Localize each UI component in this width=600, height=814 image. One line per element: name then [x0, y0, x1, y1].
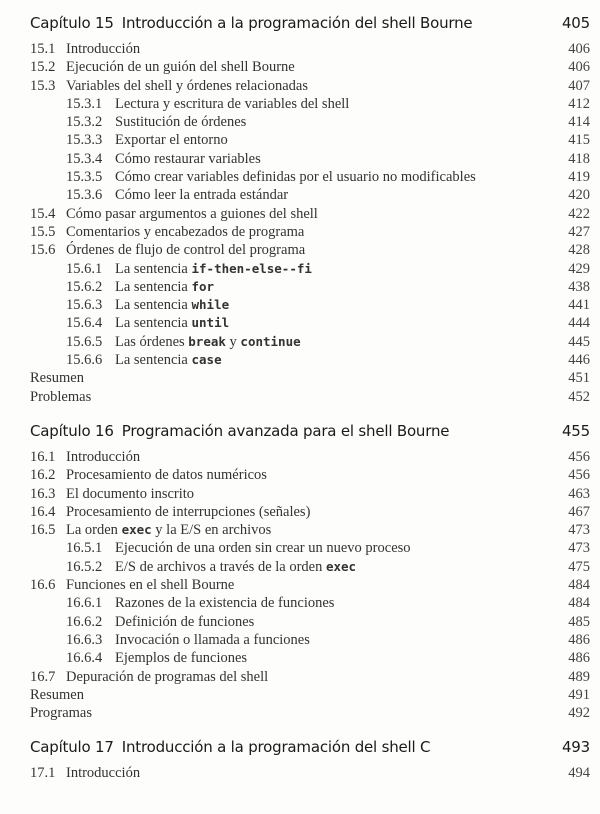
page-number: 418: [568, 150, 590, 167]
page-number: 406: [568, 41, 590, 57]
page-number: 491: [568, 686, 590, 703]
page-number: 486: [568, 650, 590, 667]
section-title: Ejecución de una orden sin crear un nuevo proceso: [115, 540, 411, 557]
entry-text: [30, 186, 288, 204]
section-number: 16.6.2: [66, 613, 103, 630]
code-keyword: break: [188, 333, 226, 349]
section-title: Razones de la existencia de funciones: [115, 595, 335, 612]
section-title: Introducción: [66, 765, 141, 782]
page-number: 412: [568, 95, 590, 112]
page-number: 492: [568, 705, 590, 722]
page-number: 489: [568, 668, 590, 685]
toc-subsection-entry: [30, 260, 590, 278]
entry-text: [30, 448, 140, 466]
page-number: 429: [568, 260, 590, 277]
entry-text: [30, 351, 222, 369]
toc-subsection-entry: [30, 594, 590, 612]
page-number: 407: [568, 77, 590, 94]
toc-subsection-entry: [30, 131, 590, 149]
toc-subsection-entry: [30, 186, 590, 204]
page-number: 422: [568, 205, 590, 222]
toc-end-entry: [30, 369, 590, 387]
toc-section-entry: [30, 764, 590, 782]
page-number: 427: [568, 223, 590, 240]
section-title: Funciones en el shell Bourne: [66, 577, 235, 594]
section-title: Cómo pasar argumentos a guiones del shell: [66, 205, 318, 222]
page-number: 428: [568, 242, 590, 259]
section-number: 15.6.4: [66, 315, 103, 332]
section-title: Resumen: [30, 370, 84, 387]
entry-text: [30, 594, 334, 612]
page-number: 414: [568, 114, 590, 131]
section-number: 16.5.1: [66, 540, 103, 557]
section-title: Cómo restaurar variables: [115, 150, 261, 167]
section-number: 15.3.2: [66, 114, 103, 131]
section-title: Problemas: [30, 388, 92, 405]
section-number: 15.3.6: [66, 187, 103, 204]
code-keyword: for: [191, 278, 215, 294]
code-keyword: exec: [325, 558, 357, 574]
chapter-page-number: 455: [561, 421, 590, 440]
chapter-heading-text: [30, 736, 430, 758]
chapter-block: [30, 12, 590, 406]
entry-text: [30, 686, 84, 704]
section-number: 15.6.5: [66, 333, 103, 350]
section-number: 15.1: [30, 41, 56, 57]
page-number: 463: [568, 485, 590, 502]
section-title: La sentencia: [115, 297, 192, 314]
toc-subsection-entry: [30, 150, 590, 168]
entry-text: [30, 260, 312, 278]
entry-text: [30, 223, 304, 241]
toc-subsection-entry: [30, 333, 590, 351]
toc-section-entry: [30, 485, 590, 503]
chapter-title: Introducción a la programación del shell Bourne: [121, 14, 473, 32]
section-title: Órdenes de flujo de control del programa: [66, 242, 306, 259]
toc-section-entry: [30, 77, 590, 95]
toc-subsection-entry: [30, 351, 590, 369]
section-title: Invocación o llamada a funciones: [115, 631, 310, 648]
entry-text: [30, 314, 229, 332]
toc-section-entry: [30, 448, 590, 466]
section-number: 15.5: [30, 223, 56, 240]
toc-section-entry: [30, 521, 590, 539]
section-title: Ejecución de un guión del shell Bourne: [66, 59, 295, 76]
entry-text: [30, 521, 271, 539]
entry-text: [30, 369, 84, 387]
section-number: 15.3.3: [66, 132, 103, 149]
code-keyword: continue: [240, 333, 301, 349]
entry-text: [30, 631, 310, 649]
chapter-heading-text: [30, 420, 449, 442]
toc-end-entry: [30, 686, 590, 704]
page-number: 486: [568, 631, 590, 648]
entry-text: [30, 539, 411, 557]
page-number: 419: [568, 169, 590, 186]
chapter-block: [30, 420, 590, 722]
section-number: 16.6.4: [66, 650, 103, 667]
toc-subsection-entry: [30, 613, 590, 631]
page-number: 441: [568, 297, 590, 314]
section-title: La sentencia: [115, 315, 192, 332]
chapter-page-number: 405: [561, 14, 590, 32]
entry-text: [30, 704, 92, 722]
entry-text: [30, 77, 308, 95]
section-title: Las órdenes: [115, 333, 189, 350]
section-number: 15.3: [30, 77, 56, 94]
section-title: Comentarios y encabezados de programa: [66, 223, 305, 240]
section-number: 16.3: [30, 485, 56, 502]
entry-text: [30, 613, 254, 631]
section-title: Procesamiento de datos numéricos: [66, 467, 267, 484]
entry-text: [30, 113, 246, 131]
toc-subsection-entry: [30, 113, 590, 131]
entry-text: [30, 764, 140, 782]
toc-section-entry: [30, 223, 590, 241]
toc-subsection-entry: [30, 649, 590, 667]
section-title-cont: y: [225, 333, 241, 350]
chapter-block: [30, 736, 590, 782]
entry-text: [30, 241, 305, 259]
section-title: La orden: [66, 522, 122, 539]
toc-subsection-entry: [30, 278, 590, 296]
section-title: Resumen: [30, 686, 84, 703]
entry-text: [30, 649, 247, 667]
entry-text: [30, 388, 91, 406]
section-title: Variables del shell y órdenes relacionadas: [66, 77, 308, 94]
toc-section-entry: [30, 576, 590, 594]
page-number: 473: [568, 540, 590, 557]
chapter-heading: [30, 736, 590, 758]
code-keyword: until: [191, 315, 230, 331]
page-number: 494: [568, 765, 590, 782]
section-number: 15.6.6: [66, 352, 103, 369]
entry-text: [30, 95, 349, 113]
chapter-label: Capítulo 16: [30, 421, 114, 440]
section-title: El documento inscrito: [66, 485, 195, 502]
section-title: Exportar el entorno: [115, 132, 228, 149]
chapter-label: Capítulo 17: [30, 738, 114, 757]
page-number: 415: [568, 132, 590, 149]
section-number: 16.4: [30, 503, 56, 520]
toc-section-entry: [30, 503, 590, 521]
code-keyword: while: [191, 297, 230, 313]
section-number: 15.2: [30, 59, 56, 76]
code-keyword: case: [191, 352, 222, 368]
section-title: E/S de archivos a través de la orden: [115, 558, 326, 575]
chapter-page-number: 493: [561, 738, 590, 757]
section-title: La sentencia: [115, 260, 192, 277]
section-number: 15.3.5: [66, 169, 103, 186]
section-title: Cómo leer la entrada estándar: [115, 187, 289, 204]
entry-text: [30, 296, 229, 314]
toc-end-entry: [30, 388, 590, 406]
section-number: 16.5: [30, 522, 56, 539]
page-number: 484: [568, 577, 590, 594]
page-number: 406: [568, 59, 590, 76]
page-number: 485: [568, 613, 590, 630]
section-title: La sentencia: [115, 278, 192, 295]
chapter-heading: [30, 420, 590, 442]
code-keyword: exec: [121, 522, 152, 538]
table-of-contents: [30, 12, 590, 797]
toc-subsection-entry: [30, 296, 590, 314]
section-number: 16.1: [30, 448, 56, 465]
toc-end-entry: [30, 704, 590, 722]
entry-text: [30, 40, 140, 58]
section-title: Sustitución de órdenes: [115, 114, 247, 131]
toc-subsection-entry: [30, 631, 590, 649]
chapter-label: Capítulo 15: [30, 14, 114, 32]
page-number: 446: [568, 352, 590, 369]
entry-text: [30, 503, 310, 521]
section-title: Lectura y escritura de variables del shell: [115, 95, 350, 112]
entry-text: [30, 485, 194, 503]
page-number: 467: [568, 503, 590, 520]
page-number: 484: [568, 595, 590, 612]
toc-subsection-entry: [30, 539, 590, 557]
section-title: Ejemplos de funciones: [115, 650, 248, 667]
section-title: Introducción: [66, 41, 141, 57]
page-number: 451: [568, 370, 590, 387]
chapter-heading-text: [30, 12, 472, 34]
section-title: La sentencia: [115, 352, 192, 369]
entry-text: [30, 558, 356, 576]
entry-text: [30, 466, 267, 484]
section-number: 16.6.3: [66, 631, 103, 648]
toc-subsection-entry: [30, 314, 590, 332]
section-number: 15.4: [30, 205, 56, 222]
entry-text: [30, 333, 301, 351]
section-title: Procesamiento de interrupciones (señales): [66, 503, 311, 520]
section-number: 16.5.2: [66, 558, 103, 575]
entry-text: [30, 205, 318, 223]
section-number: 15.6.2: [66, 278, 103, 295]
chapter-title: Programación avanzada para el shell Bourne: [121, 421, 450, 440]
code-keyword: if-then-else--fi: [191, 260, 312, 276]
toc-subsection-entry: [30, 168, 590, 186]
page-number: 452: [568, 388, 590, 405]
section-number: 17.1: [30, 765, 56, 782]
entry-text: [30, 150, 261, 168]
section-number: 15.6.3: [66, 297, 103, 314]
entry-text: [30, 131, 228, 149]
section-title: Cómo crear variables definidas por el usuario no modificables: [115, 169, 476, 186]
page-number: 456: [568, 448, 590, 465]
page-number: 473: [568, 522, 590, 539]
section-number: 15.3.4: [66, 150, 103, 167]
toc-subsection-entry: [30, 558, 590, 576]
page-number: 445: [568, 333, 590, 350]
entry-text: [30, 576, 234, 594]
section-number: 15.3.1: [66, 95, 103, 112]
section-number: 16.6.1: [66, 595, 103, 612]
page-number: 444: [568, 315, 590, 332]
chapter-title: Introducción a la programación del shell C: [121, 738, 431, 757]
entry-text: [30, 168, 476, 186]
entry-text: [30, 668, 268, 686]
toc-subsection-entry: [30, 95, 590, 113]
section-number: 15.6.1: [66, 260, 103, 277]
section-number: 16.7: [30, 668, 56, 685]
toc-section-entry: [30, 241, 590, 259]
toc-section-entry: [30, 58, 590, 76]
section-title: Programas: [30, 705, 93, 722]
chapter-heading: [30, 12, 590, 34]
entry-text: [30, 58, 295, 76]
entry-text: [30, 278, 214, 296]
page-number: 438: [568, 278, 590, 295]
toc-section-entry: [30, 668, 590, 686]
page-number: 456: [568, 467, 590, 484]
section-number: 16.6: [30, 577, 56, 594]
section-title: Depuración de programas del shell: [66, 668, 269, 685]
section-number: 15.6: [30, 242, 56, 259]
section-title: Introducción: [66, 448, 141, 465]
section-title-cont: y la E/S en archivos: [151, 522, 272, 539]
page-number: 420: [568, 187, 590, 204]
toc-section-entry: [30, 205, 590, 223]
toc-section-entry: [30, 40, 590, 58]
page-number: 475: [568, 558, 590, 575]
section-number: 16.2: [30, 467, 56, 484]
section-title: Definición de funciones: [115, 613, 255, 630]
toc-section-entry: [30, 466, 590, 484]
